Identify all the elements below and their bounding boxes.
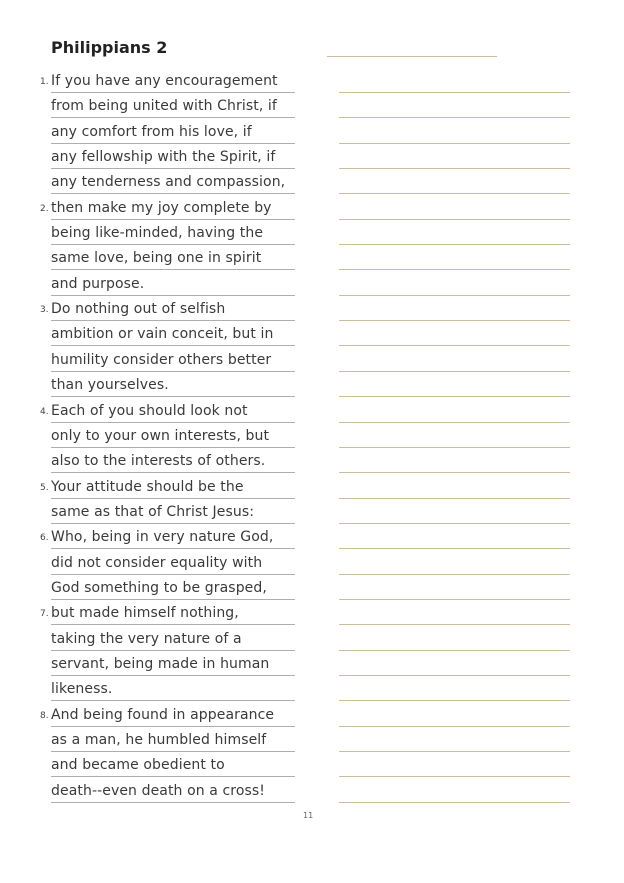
verse-line (0, 701, 624, 726)
verse-line (0, 423, 624, 448)
verse-line (0, 397, 624, 422)
verse-text: then make my joy complete by (51, 199, 272, 216)
verse-text: likeness. (51, 681, 113, 698)
verse-text: any tenderness and compassion, (51, 174, 286, 191)
verse-line (0, 68, 624, 93)
verse-text: than yourselves. (51, 377, 169, 394)
verse-text: If you have any encouragement (51, 72, 278, 89)
verse-line (0, 575, 624, 600)
verse-line (0, 93, 624, 118)
verse-text: Do nothing out of selfish (51, 301, 226, 318)
verse-text: taking the very nature of a (51, 630, 242, 647)
verse-line (0, 549, 624, 574)
verse-text: did not consider equality with (51, 554, 263, 571)
page-number: 11 (303, 811, 314, 820)
title-writing-line[interactable] (327, 56, 497, 57)
verse-line (0, 169, 624, 194)
verse-text: Who, being in very nature God, (51, 529, 274, 546)
verse-text: God something to be grasped, (51, 579, 267, 596)
verse-text: servant, being made in human (51, 656, 270, 673)
verse-line (0, 118, 624, 143)
verse-line (0, 651, 624, 676)
verse-line (0, 499, 624, 524)
verse-text: being like-minded, having the (51, 225, 264, 242)
verse-number: 8. (40, 710, 49, 721)
verse-text: ambition or vain conceit, but in (51, 326, 274, 343)
verse-line (0, 777, 624, 802)
verse-text: also to the interests of others. (51, 453, 266, 470)
verse-text: humility consider others better (51, 351, 272, 368)
writing-line[interactable] (339, 802, 570, 803)
verse-text: only to your own interests, but (51, 427, 270, 444)
verse-line (0, 245, 624, 270)
verse-text: from being united with Christ, if (51, 98, 277, 115)
verse-text: any comfort from his love, if (51, 123, 252, 140)
page-title: Philippians 2 (51, 38, 168, 57)
verse-line (0, 524, 624, 549)
text-underline (51, 802, 295, 803)
verse-text: and purpose. (51, 275, 145, 292)
verse-line (0, 296, 624, 321)
verse-text: but made himself nothing, (51, 605, 239, 622)
verse-number: 6. (40, 533, 49, 544)
verse-text: death--even death on a cross! (51, 782, 266, 799)
verse-number: 7. (40, 609, 49, 620)
verse-line (0, 448, 624, 473)
verse-text: And being found in appearance (51, 706, 275, 723)
verse-line (0, 625, 624, 650)
verse-number: 2. (40, 203, 49, 214)
verse-number: 5. (40, 482, 49, 493)
verse-number: 1. (40, 76, 49, 87)
verse-text: as a man, he humbled himself (51, 732, 267, 749)
verse-text: any fellowship with the Spirit, if (51, 149, 276, 166)
verse-text: and became obedient to (51, 757, 225, 774)
verse-text: same love, being one in spirit (51, 250, 262, 267)
verse-line (0, 270, 624, 295)
verse-line (0, 321, 624, 346)
verse-line (0, 600, 624, 625)
verse-number: 4. (40, 406, 49, 417)
verse-line (0, 752, 624, 777)
verse-text: Your attitude should be the (51, 478, 244, 495)
verse-line (0, 220, 624, 245)
verse-line (0, 727, 624, 752)
verse-text: Each of you should look not (51, 402, 248, 419)
verse-line (0, 346, 624, 371)
verse-line (0, 372, 624, 397)
verse-line (0, 676, 624, 701)
verse-text: same as that of Christ Jesus: (51, 503, 255, 520)
verse-line (0, 194, 624, 219)
verse-line (0, 144, 624, 169)
verse-line (0, 473, 624, 498)
verse-number: 3. (40, 305, 49, 316)
